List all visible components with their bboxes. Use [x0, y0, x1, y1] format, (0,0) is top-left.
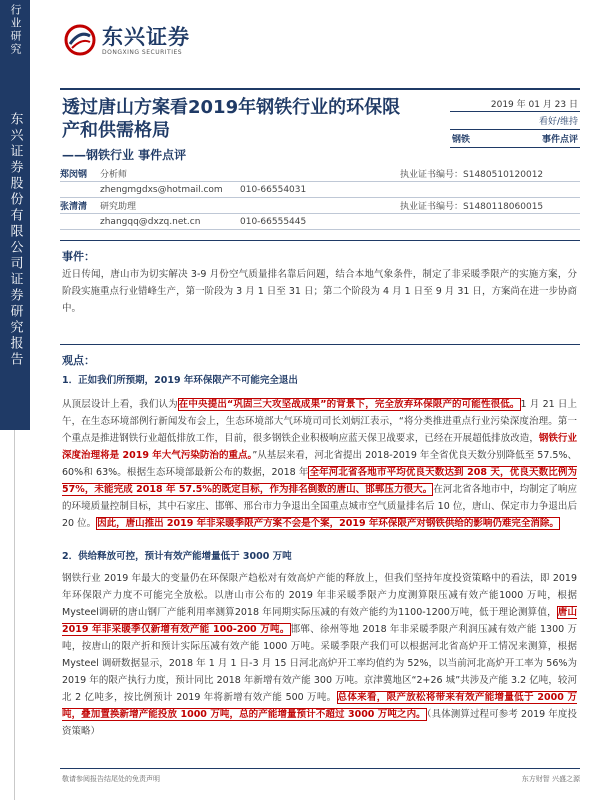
header-rule: [60, 88, 580, 90]
view-1-title: 1．正如我们所预期，2019 年环保限产不可能完全退出: [62, 375, 298, 386]
company-logo: [64, 24, 190, 56]
view-1-highlight: 全年河北省各地市平均优良天数达到 208 天，优良天数比例为 57%，未能完成 2018 年 57.5%的既定目标，作为排名倒数的唐山、邯郸压力很大。: [62, 467, 578, 495]
logo-en-text: DONGXING SECURITIES: [102, 48, 183, 56]
analyst-contact-row: [60, 214, 580, 230]
report-subtitle: ——钢铁行业 事件点评: [62, 148, 187, 162]
footer-disclaimer: 敬请参阅报告结尾处的免责声明: [62, 775, 160, 783]
view-1-seg: 从顶层设计上看，我们认为: [62, 399, 178, 410]
industry-tag: 钢铁: [452, 135, 471, 145]
sidebar-category: [0, 0, 30, 90]
view-2-title: 2．供给释放可控，预计有效产能增量低于 3000 万吨: [62, 551, 292, 562]
event-rule: [60, 240, 580, 241]
analyst-table: [60, 166, 580, 230]
view-2-seg: 钢铁行业 2019 年最大的变量仍在环保限产趋松对有效高炉产能的释放上，但我们坚持年度投资策略中的看法，即 2019 年环保限产力度不可能完全放松。以唐山市公布的 2019 年非采暖季限产力度测算限压减有效产能1000 万吨，根据Mysteel调研的唐山钢厂产能利用率测算2018 年同期实际压减的有效产能约为1100-1200万吨，低于理论测算值，: [62, 573, 577, 618]
type-tag: 事件点评: [541, 135, 578, 145]
view-1-seg: ”从基层来看，河北省提出 2018-2019 年全省优良天数分别降低至 57.5%、60%和 63%。根据生态环境部最新公布的数据，2018 年: [62, 450, 577, 478]
analyst-cert: 执业证书编号：S1480510120012: [400, 170, 544, 180]
analyst-phone: 010-66554031: [240, 184, 307, 195]
analyst-contact-row: [60, 182, 580, 198]
analyst-cert: 执业证书编号：S1480118060015: [400, 202, 544, 212]
view-2-highlight: 唐山 2019 年非采暖季仅新增有效产能 100-200 万吨。: [62, 607, 577, 635]
report-meta: [450, 96, 580, 148]
sidebar-org: [0, 90, 30, 430]
analyst-row: [60, 166, 580, 182]
sidebar: [0, 0, 30, 800]
sidebar-org-label: 东兴证券股份有限公司证券研究报告: [7, 112, 23, 368]
view-2-text: [62, 570, 577, 740]
footer-rule: [60, 768, 580, 769]
event-text: 近日传闻，唐山市为切实解决 3-9 月份空气质量排名靠后问题，结合本地气象条件，制定了非采暖季限产的实施方案，分阶段实施重点行业错峰生产，第一阶段为 3 月 1 日至 31 日；第二个阶段为 4 月 1 日至 9 月 31 日，方案尚在进一步协商中。: [62, 269, 577, 314]
report-date: 2019 年 01 月 23 日: [450, 96, 580, 112]
view-1-seg: 1 月 21 日上午，在生态环境部例行新闻发布会上，生态环境部大气环境司司长刘炳江表示，“将分类推进重点行业污染深度治理。第一个重点是推进钢铁行业超低排放工作，目前，很多钢铁企业积极响应蓝天保卫战要求，已经在开展超低排放改造，: [62, 399, 577, 444]
report-title: 透过唐山方案看2019年钢铁行业的环保限产和供需格局: [62, 97, 401, 141]
view-1-highlight: 在中央提出“巩固三大攻坚战成果”的背景下，完全放弃环保限产的可能性很低。: [178, 399, 520, 410]
footer-slogan: 东方财智 兴盛之源: [521, 775, 580, 783]
view-1-highlight: 钢铁行业深度治理将是 2019 年大气污染防治的重点。: [62, 433, 577, 461]
report-title-block: [62, 96, 412, 163]
analyst-role: 分析师: [100, 170, 128, 180]
sidebar-category-label: 行业研究: [9, 4, 22, 56]
logo-swirl-icon: [64, 24, 96, 56]
analyst-role: 研究助理: [100, 202, 137, 212]
view-2-highlight: 总体来看，限产放松将带来有效产能增量低于 2000 万吨，叠加置换新增产能投放 1000 万吨，总的产能增量预计不超过 3000 万吨之内。: [62, 692, 577, 720]
analyst-row: [60, 198, 580, 214]
analyst-name: 郑闵钢: [60, 170, 88, 180]
analyst-name: 张清清: [60, 202, 88, 212]
sidebar-divider: [14, 430, 15, 800]
analyst-email[interactable]: zhengmgdxs@hotmail.com: [100, 184, 223, 195]
view-1-seg: 在河北省各地市中，均制定了响应的环境质量控制目标，其中石家庄、邯郸、邢台市力争退出全国重点城市空气质量排名后 10 位，唐山、保定市力争退出后 20 位。: [62, 484, 577, 529]
logo-cn-text: 东兴证券: [102, 24, 190, 49]
view-2-seg: 邯郸、徐州等地 2018 年非采暖季限产利润压减有效产能 1300 万吨，按唐山的限产折和预计实际压减有效产能 1000 万吨。采暖季限产我们可以根据河北省高炉开工情况来测算，根据 Mysteel 调研数据显示，2018 年 1 月 1 日-3 月 15 日河北高炉开工率均值约为 52%，以当前河北高炉开工率为 56%为 2019 年的限产执行力度，预计同比 2018 年新增有效产能 300 万吨。京津冀地区“2+26 城”共涉及产能 3.2 亿吨，较河北 2 亿吨多，按比例预计 2019 年将新增有效产能 500 万吨。: [62, 624, 578, 703]
views-rule: [60, 344, 580, 345]
view-1-text: [62, 396, 577, 532]
report-rating: 看好/维持: [450, 112, 580, 130]
view-1-highlight: 因此，唐山推出 2019 年非采暖季限产方案不会是个案，2019 年环保限产对钢铁供给的影响仍难完全消除。: [97, 518, 559, 529]
views-heading: 观点：: [62, 354, 95, 367]
analyst-phone: 010-66555445: [240, 216, 307, 227]
event-heading: 事件：: [62, 250, 95, 263]
report-tags: [450, 130, 580, 148]
analyst-email[interactable]: zhangqq@dxzq.net.cn: [100, 216, 201, 227]
view-2-seg: （具体测算过程可参考 2019 年度投资策略）: [62, 709, 577, 737]
